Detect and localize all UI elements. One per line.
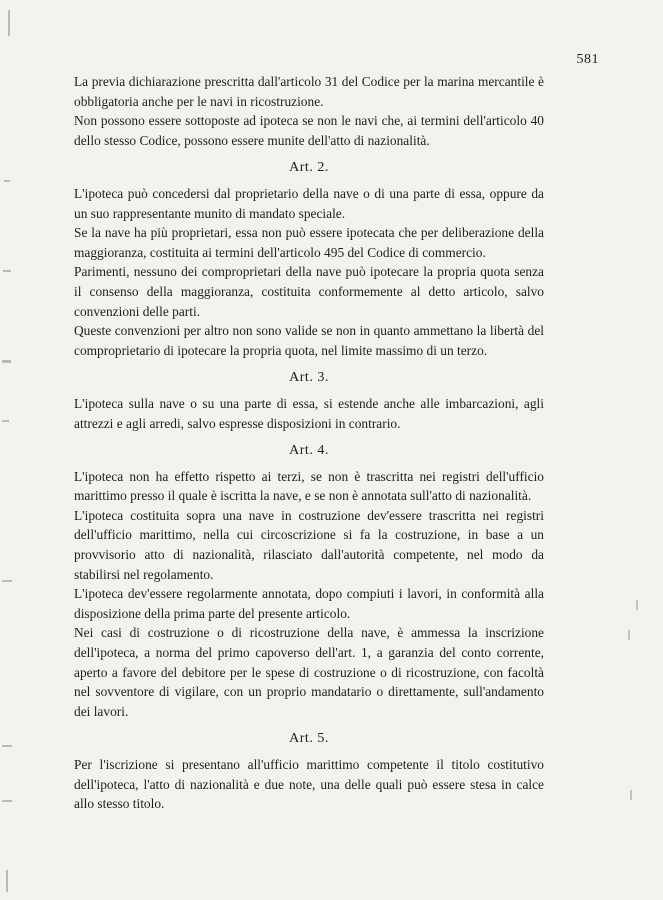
margin-mark: [2, 360, 11, 363]
paragraph: L'ipoteca sulla nave o su una parte di essa, si estende anche alle imbarcazioni, agli attrezzi e agli arredi, salvo espresse disposizioni in contrario.: [74, 395, 544, 431]
margin-marks-right: [600, 0, 640, 900]
paragraph: La previa dichiarazione prescritta dall'articolo 31 del Codice per la marina mercantile è obbligatoria anche per le navi in ricostruzione.: [74, 74, 544, 109]
margin-mark: [628, 630, 630, 640]
paragraph: Non possono essere sottoposte ad ipoteca se non le navi che, ai termini dell'articolo 40 dello stesso Codice, possono essere munite dell'atto di nazionalità.: [74, 113, 544, 148]
article-heading: Art. 4.: [289, 443, 329, 459]
margin-mark: [8, 10, 10, 36]
article-heading: Art. 3.: [289, 370, 329, 386]
article-heading: Art. 5.: [289, 731, 329, 747]
paragraph: Queste convenzioni per altro non sono valide se non in quanto ammettano la libertà del comproprietario di ipotecare la propria quota, nel limite massimo di un terzo.: [74, 323, 544, 358]
margin-mark: [2, 420, 9, 422]
paragraph: L'ipoteca non ha effetto rispetto ai terzi, se non è trascritta nei registri dell'ufficio marittimo presso il quale è iscritta la nave, e se non è annotata sull'atto di nazionalità.: [74, 468, 544, 504]
paragraph: L'ipoteca può concedersi dal proprietario della nave o di una parte di essa, oppure da un suo rappresentante munito di mandato speciale.: [74, 185, 544, 221]
margin-mark: [6, 870, 8, 892]
paragraph: L'ipoteca dev'essere regolarmente annotata, dopo compiuti i lavori, in conformità alla disposizione della prima parte del presente articolo.: [74, 586, 544, 621]
margin-mark: [4, 180, 10, 182]
text-column: [74, 72, 544, 814]
paragraph: Se la nave ha più proprietari, essa non può essere ipotecata che per deliberazione della maggioranza, costituita ai termini dell'articolo 495 del Codice di commercio.: [74, 225, 544, 260]
paragraph: Per l'iscrizione si presentano all'ufficio marittimo competente il titolo costitutivo dell'ipoteca, l'atto di nazionalità e due note, una delle quali può essere stesa in calce allo stesso titolo.: [74, 757, 544, 812]
paragraph: L'ipoteca costituita sopra una nave in costruzione dev'essere trascritta nei registri dell'ufficio marittimo, nella cui circoscrizione si fa la costruzione, in base a un provvisorio atto di nazionalità, rilasciato dall'autorità competente, nel modo da stabilirsi nel regolamento.: [74, 507, 544, 582]
article-heading: Art. 2.: [289, 160, 329, 176]
margin-mark: [2, 800, 12, 802]
margin-mark: [2, 580, 12, 582]
margin-mark: [3, 270, 11, 272]
margin-mark: [636, 600, 638, 610]
margin-mark: [2, 745, 12, 747]
margin-marks-left: [0, 0, 40, 900]
page-number: 581: [576, 52, 599, 67]
paragraph: Parimenti, nessuno dei comproprietari della nave può ipotecare la propria quota senza il consenso della maggioranza, costituita conformemente al detto articolo, salvo convenzioni delle parti.: [74, 264, 544, 319]
paragraph: Nei casi di costruzione o di ricostruzione della nave, è ammessa la inscrizione dell'ipoteca, a norma del primo capoverso dell'art. 1, a garanzia del conto corrente, aperto a favore del debitore per le spese di costruzione o di ricostruzione, con facoltà nel sovventore di vigilare, con un proprio mandatario o direttamente, sull'andamento dei lavori.: [74, 625, 544, 719]
margin-mark: [630, 790, 632, 800]
